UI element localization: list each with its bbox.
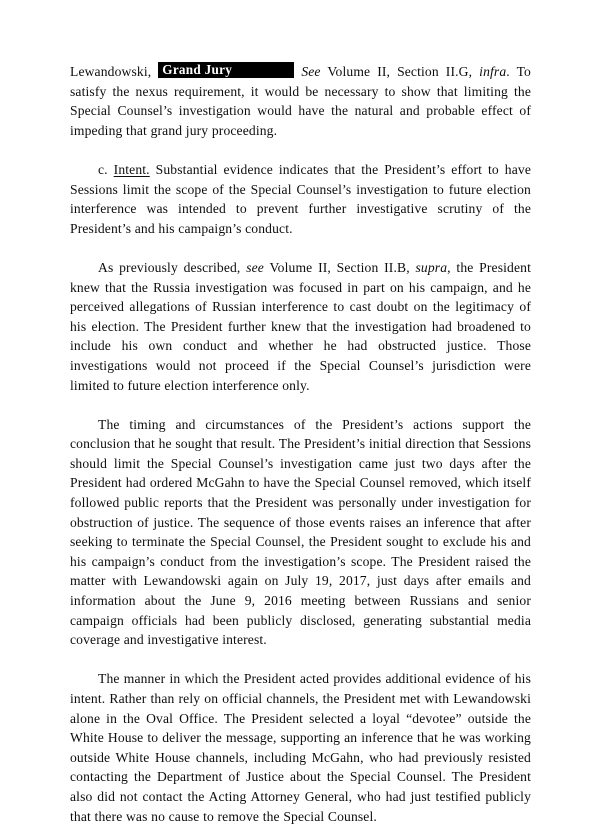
para-intent [70,160,531,238]
body-text: . To satisfy the nexus requirement, it would be necessary to show that limiting the Special Counsel’s investigation would have the natural and probable effect of impeding that grand jury proceeding. [70,64,531,138]
body-text: Substantial evidence indicates that the President’s effort to have Sessions limit the scope of the Special Counsel’s investigation to future election interference was intended to prevent further investigative scrutiny of the President’s and his campaign’s conduct. [70,161,531,236]
para-grand-jury [70,62,531,140]
body-text: , the President knew that the Russia investigation was focused in part on his campaign, and he perceived allegations of Russian interference to cast doubt on the legitimacy of his election. The President further knew that the investigation had broadened to include his own conduct and whether he had obstructed justice. Those investigations would not proceed if the Special Counsel’s jurisdiction were limited to future election interference only. [70,259,531,393]
body-text: As previously described, [98,259,247,275]
citation-italic: supra [415,259,448,275]
citation-italic: See [301,64,321,79]
body-text: The manner in which the President acted provides additional evidence of his intent. Rather than rely on official channels, the President met with Lewandowski alone in the Oval Office. The President selected a loyal “devotee” outside the White House to deliver the message, supporting an inference that he was working outside White House channels, including McGahn, who had previously resisted contacting the Department of Justice about the Special Counsel. The President also did not contact the Acting Attorney General, who had just testified publicly that there was no cause to remove the Special Counsel. [70,671,531,824]
body-text: Volume II, Section II.G, [320,64,480,79]
para-as-previously-described [70,258,531,395]
section-heading-underline: Intent. [113,161,150,177]
citation-italic: see [246,259,264,275]
document-text-column [70,62,531,826]
body-text: Lewandowski, [70,64,159,79]
body-text: c. [98,161,114,177]
para-manner-in-which [70,669,531,826]
redaction-box: Grand Jury [158,62,294,78]
body-text: Volume II, Section II.B, [263,259,416,275]
citation-italic: infra [479,64,507,79]
para-timing-and-circumstances [70,415,531,650]
body-text: The timing and circumstances of the President’s actions support the conclusion that he sought that result. The President’s initial direction that Sessions should limit the Special Counsel’s investigation came just two days after the President had ordered McGahn to have the Special Counsel removed, which itself followed public reports that the President was personally under investigation for obstruction of justice. The sequence of those events raises an inference that after seeking to terminate the Special Counsel, the President sought to exclude his and his campaign’s conduct from the investigation’s scope. The President raised the matter with Lewandowski again on July 19, 2017, just days after emails and information about the June 9, 2016 meeting between Russians and senior campaign officials had been publicly disclosed, generating substantial media coverage and investigative interest. [70,416,531,648]
